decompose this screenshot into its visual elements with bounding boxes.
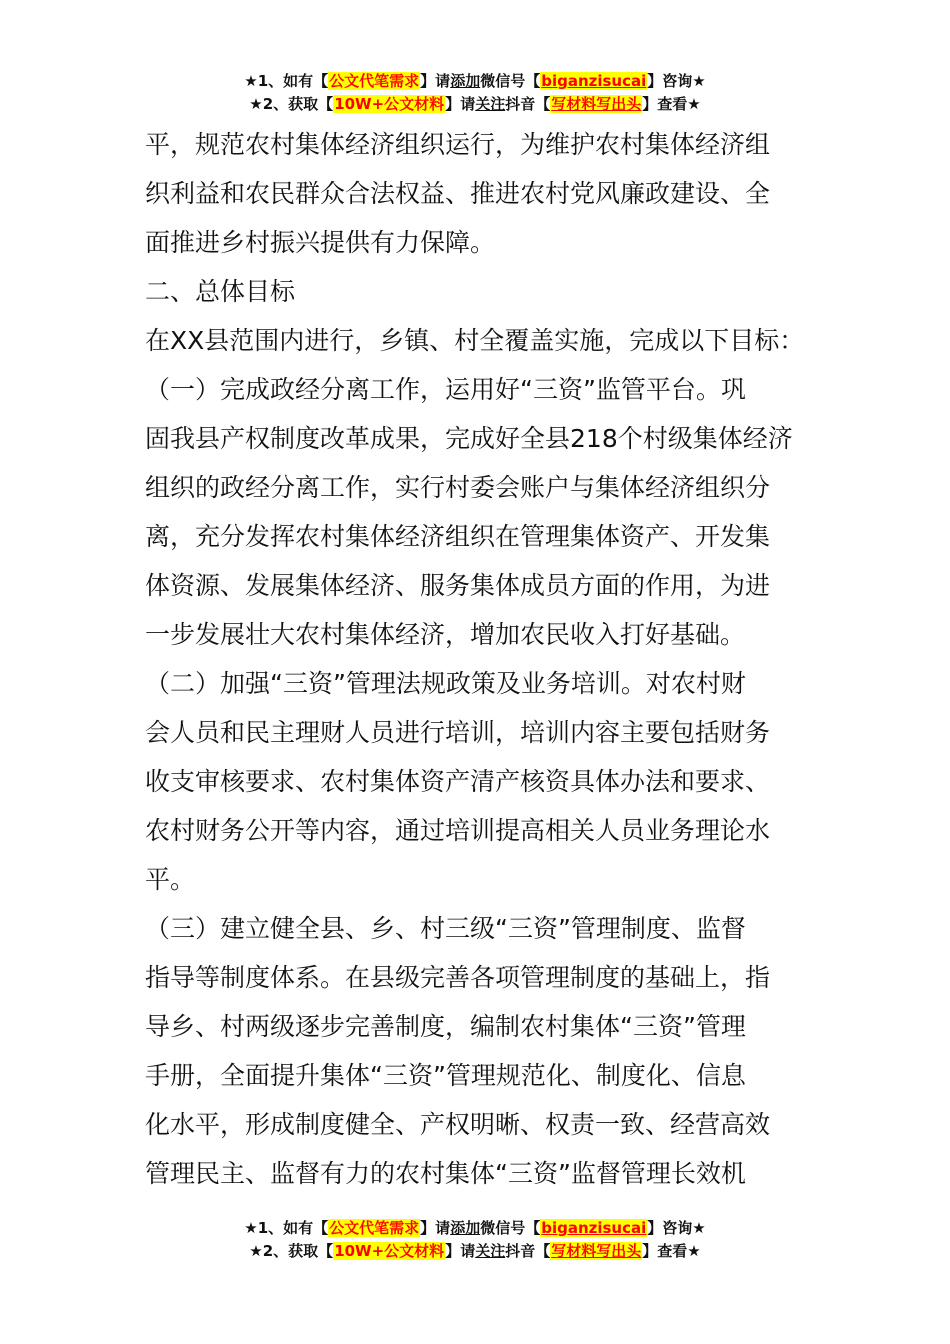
banner-line-1 xyxy=(0,70,950,93)
body-line: 平，规范农村集体经济组织运行，为维护农村集体经济组 xyxy=(145,130,771,159)
banner-line-2 xyxy=(0,1240,950,1263)
body-line: 农村财务公开等内容，通过培训提高相关人员业务理论水 xyxy=(145,816,771,845)
banner-text: 抖音【 xyxy=(505,1242,551,1260)
body-line: 会人员和民主理财人员进行培训，培训内容主要包括财务 xyxy=(145,718,771,747)
banner-text: 微信号【 xyxy=(480,72,541,90)
body-line: 体资源、发展集体经济、服务集体成员方面的作用，为进 xyxy=(145,571,771,600)
banner-text: 】请 xyxy=(445,95,476,113)
highlight-service: 公文代笔需求 xyxy=(329,1219,420,1237)
banner-line-1 xyxy=(0,1217,950,1240)
body-line: 固我县产权制度改革成果，完成好全县218个村级集体经济 xyxy=(145,424,793,453)
banner-line-2 xyxy=(0,93,950,116)
body-line: 组织的政经分离工作，实行村委会账户与集体经济组织分 xyxy=(145,473,771,502)
highlight-douyin-account: 写材料写出头 xyxy=(551,95,642,113)
section-heading: 二、总体目标 xyxy=(145,277,296,306)
highlight-service: 公文代笔需求 xyxy=(329,72,420,90)
body-line: 一步发展壮大农村集体经济，增加农民收入打好基础。 xyxy=(145,620,746,649)
banner-text: 微信号【 xyxy=(480,1219,541,1237)
banner-text: 】请 xyxy=(420,1219,451,1237)
body-line: 管理民主、监督有力的农村集体“三资”监督管理长效机 xyxy=(145,1159,746,1188)
banner-text: ★2、获取【 xyxy=(249,95,334,113)
body-line: 导乡、村两级逐步完善制度，编制农村集体“三资”管理 xyxy=(145,1012,746,1041)
banner-text: 】查看★ xyxy=(642,95,701,113)
banner-text: ★1、如有【 xyxy=(244,72,329,90)
highlight-wechat-id: biganzisucai xyxy=(541,72,647,90)
highlight-douyin-account: 写材料写出头 xyxy=(551,1242,642,1260)
underlined-text: 添加 xyxy=(450,1219,481,1237)
banner-text: 抖音【 xyxy=(505,95,551,113)
banner-text: 】查看★ xyxy=(642,1242,701,1260)
body-line: 手册，全面提升集体“三资”管理规范化、制度化、信息 xyxy=(145,1061,746,1090)
banner-text: 】请 xyxy=(445,1242,476,1260)
header-banner xyxy=(0,70,950,116)
body-line: 平。 xyxy=(145,865,196,894)
highlight-materials: 10W+公文材料 xyxy=(334,1242,445,1260)
body-line: （二）加强“三资”管理法规政策及业务培训。对农村财 xyxy=(145,669,746,698)
banner-text: ★1、如有【 xyxy=(244,1219,329,1237)
underlined-text: 添加 xyxy=(450,72,481,90)
body-line: （三）建立健全县、乡、村三级“三资”管理制度、监督 xyxy=(145,914,746,943)
body-line: 面推进乡村振兴提供有力保障。 xyxy=(145,228,496,257)
body-line: 离，充分发挥农村集体经济组织在管理集体资产、开发集 xyxy=(145,522,771,551)
body-line: 在XX县范围内进行，乡镇、村全覆盖实施，完成以下目标： xyxy=(145,326,805,355)
highlight-wechat-id: biganzisucai xyxy=(541,1219,647,1237)
body-line: 化水平，形成制度健全、产权明晰、权责一致、经营高效 xyxy=(145,1110,771,1139)
banner-text: ★2、获取【 xyxy=(249,1242,334,1260)
underlined-text: 关注 xyxy=(475,1242,506,1260)
footer-banner xyxy=(0,1217,950,1263)
underlined-text: 关注 xyxy=(475,95,506,113)
highlight-materials: 10W+公文材料 xyxy=(334,95,445,113)
banner-text: 】咨询★ xyxy=(647,1219,706,1237)
document-body xyxy=(145,120,810,1198)
body-line: 织利益和农民群众合法权益、推进农村党风廉政建设、全 xyxy=(145,179,771,208)
banner-text: 】请 xyxy=(420,72,451,90)
body-line: 指导等制度体系。在县级完善各项管理制度的基础上，指 xyxy=(145,963,771,992)
body-line: （一）完成政经分离工作，运用好“三资”监管平台。巩 xyxy=(145,375,746,404)
body-line: 收支审核要求、农村集体资产清产核资具体办法和要求、 xyxy=(145,767,771,796)
banner-text: 】咨询★ xyxy=(647,72,706,90)
